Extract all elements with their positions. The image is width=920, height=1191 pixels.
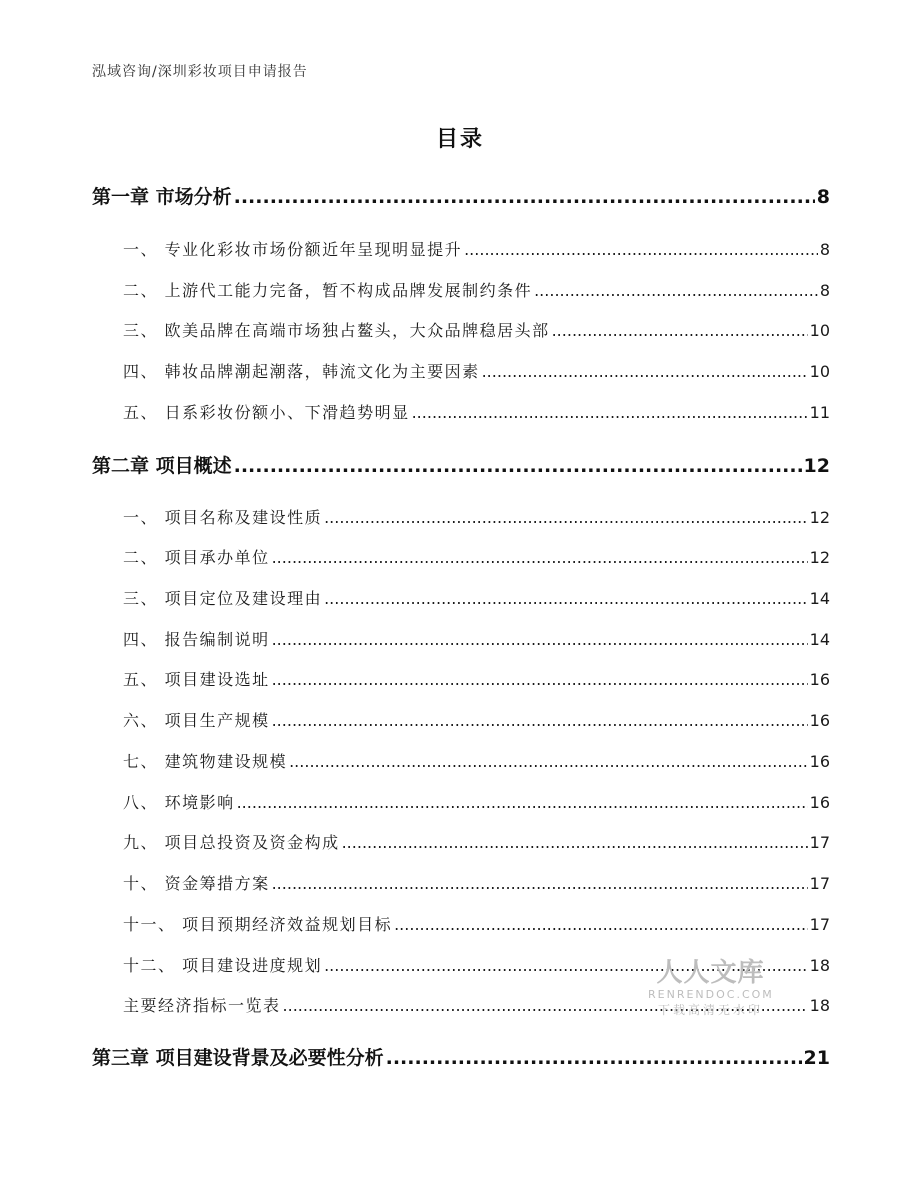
- toc-entry-text: 七、 建筑物建设规模: [123, 752, 288, 771]
- toc-entry-text: 九、 项目总投资及资金构成: [123, 833, 340, 852]
- watermark-subtitle: 下载高清无水印: [657, 1003, 763, 1017]
- toc-leader-dots: [342, 833, 808, 852]
- toc-chapter-2[interactable]: [92, 451, 830, 478]
- toc-chapter-3[interactable]: [92, 1043, 830, 1070]
- toc-entry-text: 一、 专业化彩妆市场份额近年呈现明显提升: [123, 240, 463, 259]
- toc-entry-text: 三、 项目定位及建设理由: [123, 589, 323, 608]
- toc-title: 目录: [435, 127, 484, 152]
- toc-section-2-6[interactable]: [123, 708, 830, 731]
- toc-section-2-1[interactable]: [123, 505, 830, 528]
- toc-leader-dots: [272, 711, 808, 730]
- toc-entry-text: 三、 欧美品牌在高端市场独占鳌头，大众品牌稳居头部: [123, 321, 550, 340]
- toc-leader-dots: [272, 874, 808, 893]
- toc-section-2-10[interactable]: [123, 871, 830, 894]
- toc-page-number: 17: [809, 874, 830, 893]
- watermark-logo-text: 人人文库: [656, 958, 765, 988]
- toc-leader-dots: [534, 281, 818, 300]
- toc-section-1-2[interactable]: [123, 278, 830, 301]
- toc-leader-dots: [272, 670, 808, 689]
- toc-leader-dots: [464, 240, 818, 259]
- toc-page-number: 14: [809, 589, 830, 608]
- toc-page-number: 12: [809, 548, 830, 567]
- toc-entry-text: 二、 项目承办单位: [123, 548, 270, 567]
- toc-section-2-9[interactable]: [123, 830, 830, 853]
- toc-section-2-4[interactable]: [123, 627, 830, 650]
- toc-page-number: 17: [809, 833, 830, 852]
- toc-page-number: 10: [809, 321, 830, 340]
- page-header: 泓域咨询/深圳彩妆项目申请报告: [92, 64, 308, 80]
- toc-entry-text: 二、 上游代工能力完备，暂不构成品牌发展制约条件: [123, 281, 533, 300]
- toc-leader-dots: [237, 793, 808, 812]
- toc-section-2-2[interactable]: [123, 545, 830, 568]
- toc-page-number: 10: [809, 362, 830, 381]
- toc-page-number: 8: [816, 186, 830, 208]
- toc-page-number: 14: [809, 630, 830, 649]
- toc-leader-dots: [324, 589, 808, 608]
- toc-entry-text: 六、 项目生产规模: [123, 711, 270, 730]
- toc-entry-text: 十、 资金筹措方案: [123, 874, 270, 893]
- toc-leader-dots: [272, 630, 808, 649]
- toc-entry-text: 一、 项目名称及建设性质: [123, 508, 323, 527]
- toc-leader-dots: [552, 321, 808, 340]
- toc-leader-dots: [234, 455, 802, 477]
- toc-entry-text: 第一章 市场分析: [92, 186, 232, 208]
- watermark-url: RENRENDOC.COM: [648, 988, 774, 1001]
- toc-page-number: 8: [819, 240, 830, 259]
- toc-leader-dots: [289, 752, 808, 771]
- toc-leader-dots: [394, 915, 808, 934]
- toc-leader-dots: [482, 362, 808, 381]
- toc-page-number: 16: [809, 670, 830, 689]
- toc-chapter-1[interactable]: [92, 182, 830, 209]
- toc-entry-text: 五、 日系彩妆份额小、下滑趋势明显: [123, 403, 410, 422]
- toc-entry-text: 第三章 项目建设背景及必要性分析: [92, 1047, 384, 1069]
- toc-page-number: 11: [809, 403, 830, 422]
- toc-section-1-4[interactable]: [123, 359, 830, 382]
- toc-section-2-11[interactable]: [123, 912, 830, 935]
- toc-entry-text: 主要经济指标一览表: [123, 996, 281, 1015]
- toc-page-number: 18: [809, 996, 830, 1015]
- toc-page-number: 12: [803, 455, 830, 477]
- toc-page-number: 21: [803, 1047, 830, 1069]
- toc-section-2-8[interactable]: [123, 790, 830, 813]
- watermark: [648, 958, 773, 1018]
- toc-section-2-7[interactable]: [123, 749, 830, 772]
- toc-entry-text: 第二章 项目概述: [92, 455, 232, 477]
- toc-section-2-5[interactable]: [123, 667, 830, 690]
- toc-section-1-3[interactable]: [123, 318, 830, 341]
- toc-page-number: 16: [809, 793, 830, 812]
- toc-page-number: 16: [809, 752, 830, 771]
- toc-entry-text: 五、 项目建设选址: [123, 670, 270, 689]
- toc-page-number: 16: [809, 711, 830, 730]
- toc-leader-dots: [234, 186, 815, 208]
- toc-entry-text: 十二、 项目建设进度规划: [123, 956, 323, 975]
- toc-section-1-1[interactable]: [123, 237, 830, 260]
- toc-page-number: 8: [819, 281, 830, 300]
- toc-page-number: 12: [809, 508, 830, 527]
- toc-leader-dots: [412, 403, 808, 422]
- toc-leader-dots: [324, 508, 808, 527]
- toc-page-number: 18: [809, 956, 830, 975]
- toc-section-2-3[interactable]: [123, 586, 830, 609]
- toc-entry-text: 八、 环境影响: [123, 793, 235, 812]
- toc-section-1-5[interactable]: [123, 400, 830, 423]
- toc-entry-text: 四、 报告编制说明: [123, 630, 270, 649]
- toc-entry-text: 四、 韩妆品牌潮起潮落，韩流文化为主要因素: [123, 362, 480, 381]
- toc-entry-text: 十一、 项目预期经济效益规划目标: [123, 915, 393, 934]
- toc-leader-dots: [272, 548, 808, 567]
- toc-page-number: 17: [809, 915, 830, 934]
- toc-leader-dots: [386, 1047, 802, 1069]
